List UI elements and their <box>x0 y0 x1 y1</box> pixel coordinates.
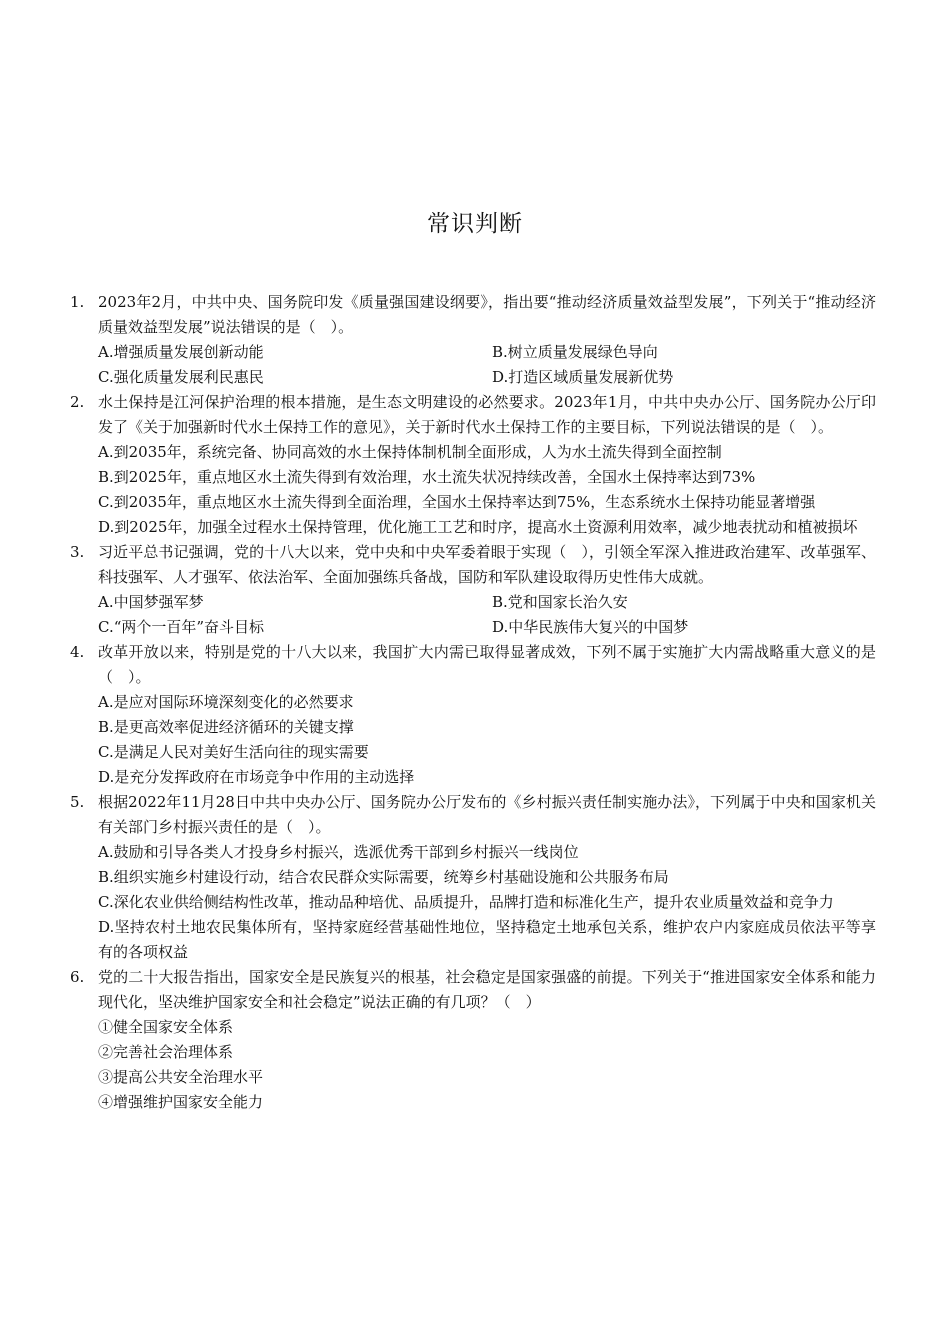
option-a: A.中国梦强军梦 <box>98 593 204 611</box>
option-b: B.组织实施乡村建设行动，结合农民群众实际需要，统筹乡村基础设施和公共服务布局 <box>98 868 669 886</box>
statement-3: ③提高公共安全治理水平 <box>98 1068 264 1086</box>
question-number: 2. <box>70 393 85 411</box>
question-1 <box>70 290 876 390</box>
question-list <box>70 290 876 1115</box>
option-grid <box>98 590 876 640</box>
option-d: D.中华民族伟大复兴的中国梦 <box>492 618 689 636</box>
option-a: A.增强质量发展创新动能 <box>98 343 264 361</box>
question-number: 4. <box>70 643 85 661</box>
option-a: A.鼓励和引导各类人才投身乡村振兴，选派优秀干部到乡村振兴一线岗位 <box>98 843 579 861</box>
question-body <box>98 640 876 790</box>
option-grid <box>98 340 876 390</box>
option-d: D.坚持农村土地农民集体所有，坚持家庭经营基础性地位，坚持稳定土地承包关系，维护农户内家庭成员依法平等享有的各项权益 <box>98 918 876 961</box>
option-d: D.打造区域质量发展新优势 <box>492 368 674 386</box>
option-a: A.是应对国际环境深刻变化的必然要求 <box>98 693 354 711</box>
question-6 <box>70 965 876 1115</box>
option-a: A.到2035年，系统完备、协同高效的水土保持体制机制全面形成，人为水土流失得到全面控制 <box>98 443 722 461</box>
question-body <box>98 290 876 390</box>
question-stem: 习近平总书记强调，党的十八大以来，党中央和中央军委着眼于实现（ ），引领全军深入推进政治建军、改革强军、科技强军、人才强军、依法治军、全面加强练兵备战，国防和军队建设取得历史性伟大成就。 <box>98 543 876 586</box>
option-c: C.到2035年，重点地区水土流失得到全面治理，全国水土保持率达到75%，生态系统水土保持功能显著增强 <box>98 493 816 511</box>
option-b: B.是更高效率促进经济循环的关键支撑 <box>98 718 354 736</box>
option-b: B.党和国家长治久安 <box>492 593 628 611</box>
option-c: C.是满足人民对美好生活向往的现实需要 <box>98 743 369 761</box>
question-5 <box>70 790 876 965</box>
question-body <box>98 965 876 1115</box>
question-number: 1. <box>70 293 85 311</box>
option-d: D.到2025年，加强全过程水土保持管理，优化施工工艺和时序，提高水土资源利用效率，减少地表扰动和植被损坏 <box>98 518 858 536</box>
option-d: D.是充分发挥政府在市场竞争中作用的主动选择 <box>98 768 415 786</box>
page-title: 常识判断 <box>427 211 523 237</box>
question-2 <box>70 390 876 540</box>
question-number: 3. <box>70 543 85 561</box>
question-number: 6. <box>70 968 85 986</box>
option-c: C.强化质量发展利民惠民 <box>98 368 264 386</box>
question-stem: 根据2022年11月28日中共中央办公厅、国务院办公厅发布的《乡村振兴责任制实施办法》，下列属于中央和国家机关有关部门乡村振兴责任的是（ ）。 <box>98 793 876 836</box>
question-3 <box>70 540 876 640</box>
question-4 <box>70 640 876 790</box>
statement-2: ②完善社会治理体系 <box>98 1043 234 1061</box>
question-stem: 改革开放以来，特别是党的十八大以来，我国扩大内需已取得显著成效，下列不属于实施扩大内需战略重大意义的是（ ）。 <box>98 643 876 686</box>
question-stem: 水土保持是江河保护治理的根本措施，是生态文明建设的必然要求。2023年1月，中共中央办公厅、国务院办公厅印发了《关于加强新时代水土保持工作的意见》，关于新时代水土保持工作的主要目标，下列说法错误的是（ ）。 <box>98 393 876 436</box>
question-body <box>98 540 876 640</box>
question-stem: 党的二十大报告指出，国家安全是民族复兴的根基，社会稳定是国家强盛的前提。下列关于“推进国家安全体系和能力现代化，坚决维护国家安全和社会稳定”说法正确的有几项？（ ） <box>98 968 876 1011</box>
question-stem: 2023年2月，中共中央、国务院印发《质量强国建设纲要》，指出要“推动经济质量效益型发展”，下列关于“推动经济质量效益型发展”说法错误的是（ ）。 <box>98 293 876 336</box>
option-c: C.深化农业供给侧结构性改革，推动品种培优、品质提升，品牌打造和标准化生产，提升农业质量效益和竞争力 <box>98 893 834 911</box>
statement-1: ①健全国家安全体系 <box>98 1018 234 1036</box>
question-body <box>98 390 876 540</box>
option-c: C.“两个一百年”奋斗目标 <box>98 618 265 636</box>
question-body <box>98 790 876 965</box>
statement-4: ④增强维护国家安全能力 <box>98 1093 264 1111</box>
question-number: 5. <box>70 793 85 811</box>
option-b: B.到2025年，重点地区水土流失得到有效治理，水土流失状况持续改善，全国水土保持率达到73% <box>98 468 756 486</box>
option-b: B.树立质量发展绿色导向 <box>492 343 658 361</box>
